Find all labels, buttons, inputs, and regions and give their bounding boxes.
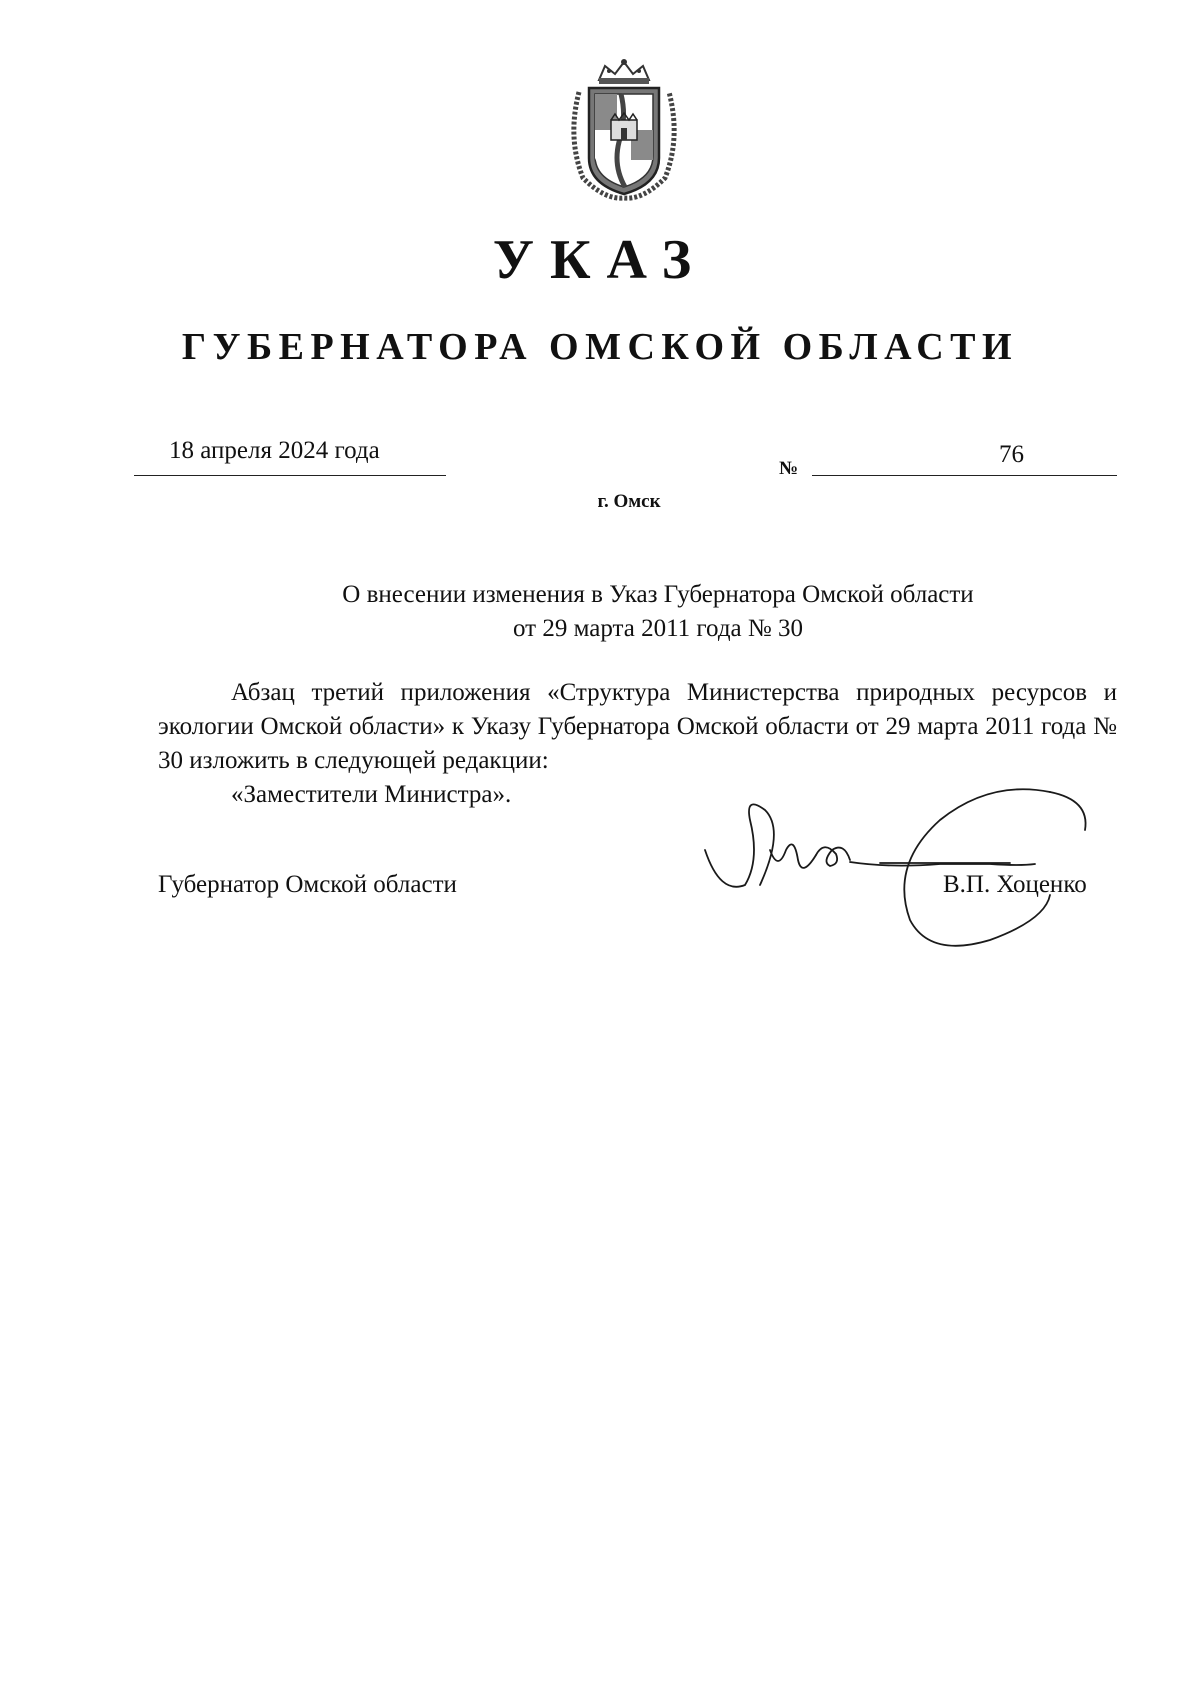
number-label: № (779, 458, 799, 479)
heading-line: О внесении изменения в Указ Губернатора Омской области (342, 581, 974, 608)
decree-heading (158, 578, 1158, 646)
body-paragraph: «Заместители Министра». (231, 781, 512, 808)
decree-number: 76 (999, 441, 1024, 468)
number-underline (812, 475, 1117, 476)
decree-date: 18 апреля 2024 года (169, 437, 380, 464)
body-paragraph: Абзац третий приложения «Структура Министерства природных ресурсов и экологии Омской области» к Указу Губернатора Омской области от 29 марта 2011 года № 30 изложить в следующей редакции: (158, 679, 1117, 774)
date-underline (134, 475, 446, 476)
coat-of-arms-icon (565, 58, 683, 202)
city-label: г. Омск (597, 491, 661, 512)
signatory-name: В.П. Хоценко (943, 871, 1087, 898)
signature-icon (690, 780, 1120, 960)
document-type-title: УКАЗ (492, 229, 708, 291)
issuer-title: ГУБЕРНАТОРА ОМСКОЙ ОБЛАСТИ (181, 326, 1019, 368)
signatory-title: Губернатор Омской области (158, 871, 457, 898)
heading-line: от 29 марта 2011 года № 30 (513, 615, 803, 642)
